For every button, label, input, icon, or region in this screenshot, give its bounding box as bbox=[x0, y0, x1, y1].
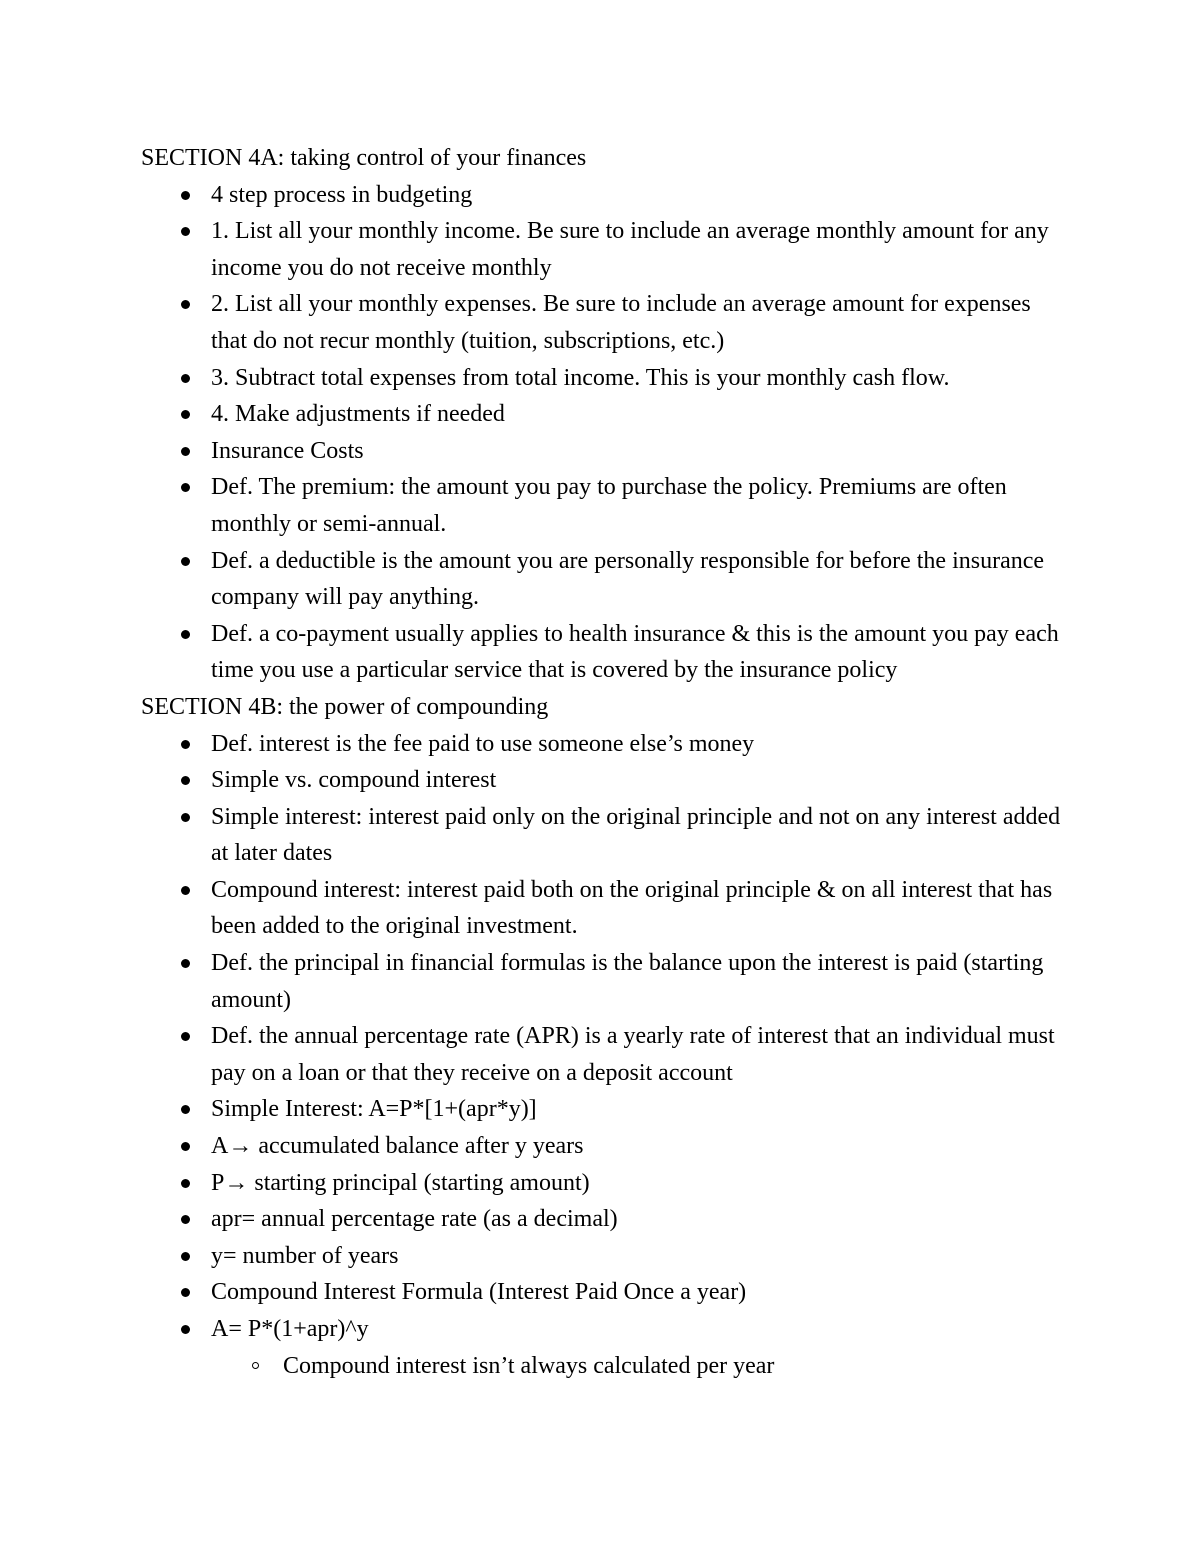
bullet-icon bbox=[181, 1325, 190, 1334]
bullet-icon bbox=[181, 1032, 190, 1041]
list-item: Def. the annual percentage rate (APR) is a yearly rate of interest that an individual must pay on a loan or that they receive on a deposit account bbox=[141, 1018, 1071, 1091]
bullet-icon bbox=[181, 447, 190, 456]
list-item: Compound interest: interest paid both on the original principle & on all interest that has been added to the original investment. bbox=[141, 872, 1071, 945]
bullet-icon bbox=[181, 1142, 190, 1151]
bullet-icon bbox=[181, 483, 190, 492]
bullet-icon bbox=[181, 740, 190, 749]
list-item: Def. interest is the fee paid to use someone else’s money bbox=[141, 726, 1071, 763]
list-item: Insurance Costs bbox=[141, 433, 1071, 470]
section-4a-list bbox=[141, 177, 1071, 689]
bullet-icon bbox=[181, 776, 190, 785]
hollow-bullet-icon bbox=[252, 1362, 259, 1369]
list-item: 3. Subtract total expenses from total income. This is your monthly cash flow. bbox=[141, 360, 1071, 397]
list-item: 4. Make adjustments if needed bbox=[141, 396, 1071, 433]
document-page bbox=[141, 140, 1071, 1384]
bullet-icon bbox=[181, 557, 190, 566]
list-item: Def. The premium: the amount you pay to purchase the policy. Premiums are often monthly or semi-annual. bbox=[141, 469, 1071, 542]
list-item: 2. List all your monthly expenses. Be sure to include an average amount for expenses that do not recur monthly (tuition, subscriptions, etc.) bbox=[141, 286, 1071, 359]
sub-list-item: Compound interest isn’t always calculated per year bbox=[141, 1348, 1071, 1385]
list-item: Def. a co-payment usually applies to health insurance & this is the amount you pay each time you use a particular service that is covered by the insurance policy bbox=[141, 616, 1071, 689]
bullet-icon bbox=[181, 410, 190, 419]
list-item: Simple Interest: A=P*[1+(apr*y)] bbox=[141, 1091, 1071, 1128]
bullet-icon bbox=[181, 959, 190, 968]
list-item: A= P*(1+apr)^y bbox=[141, 1311, 1071, 1348]
bullet-icon bbox=[181, 1215, 190, 1224]
bullet-icon bbox=[181, 191, 190, 200]
bullet-icon bbox=[181, 630, 190, 639]
section-4b-list bbox=[141, 726, 1071, 1348]
list-item: 1. List all your monthly income. Be sure to include an average monthly amount for any income you do not receive monthly bbox=[141, 213, 1071, 286]
bullet-icon bbox=[181, 1252, 190, 1261]
bullet-icon bbox=[181, 227, 190, 236]
list-item: P→ starting principal (starting amount) bbox=[141, 1165, 1071, 1202]
bullet-icon bbox=[181, 813, 190, 822]
list-item: Compound Interest Formula (Interest Paid Once a year) bbox=[141, 1274, 1071, 1311]
bullet-icon bbox=[181, 1179, 190, 1188]
list-item: Def. a deductible is the amount you are personally responsible for before the insurance company will pay anything. bbox=[141, 543, 1071, 616]
bullet-icon bbox=[181, 1288, 190, 1297]
bullet-icon bbox=[181, 300, 190, 309]
bullet-icon bbox=[181, 1105, 190, 1114]
section-4b-heading: SECTION 4B: the power of compounding bbox=[141, 693, 549, 720]
bullet-icon bbox=[181, 374, 190, 383]
list-item: Def. the principal in financial formulas is the balance upon the interest is paid (starting amount) bbox=[141, 945, 1071, 1018]
bullet-icon bbox=[181, 886, 190, 895]
section-4b-sublist bbox=[141, 1348, 1071, 1385]
list-item: Simple interest: interest paid only on the original principle and not on any interest added at later dates bbox=[141, 799, 1071, 872]
list-item: y= number of years bbox=[141, 1238, 1071, 1275]
section-4a-heading: SECTION 4A: taking control of your finances bbox=[141, 145, 587, 171]
list-item: apr= annual percentage rate (as a decimal) bbox=[141, 1201, 1071, 1238]
list-item: Simple vs. compound interest bbox=[141, 762, 1071, 799]
list-item: 4 step process in budgeting bbox=[141, 177, 1071, 214]
list-item: A→ accumulated balance after y years bbox=[141, 1128, 1071, 1165]
